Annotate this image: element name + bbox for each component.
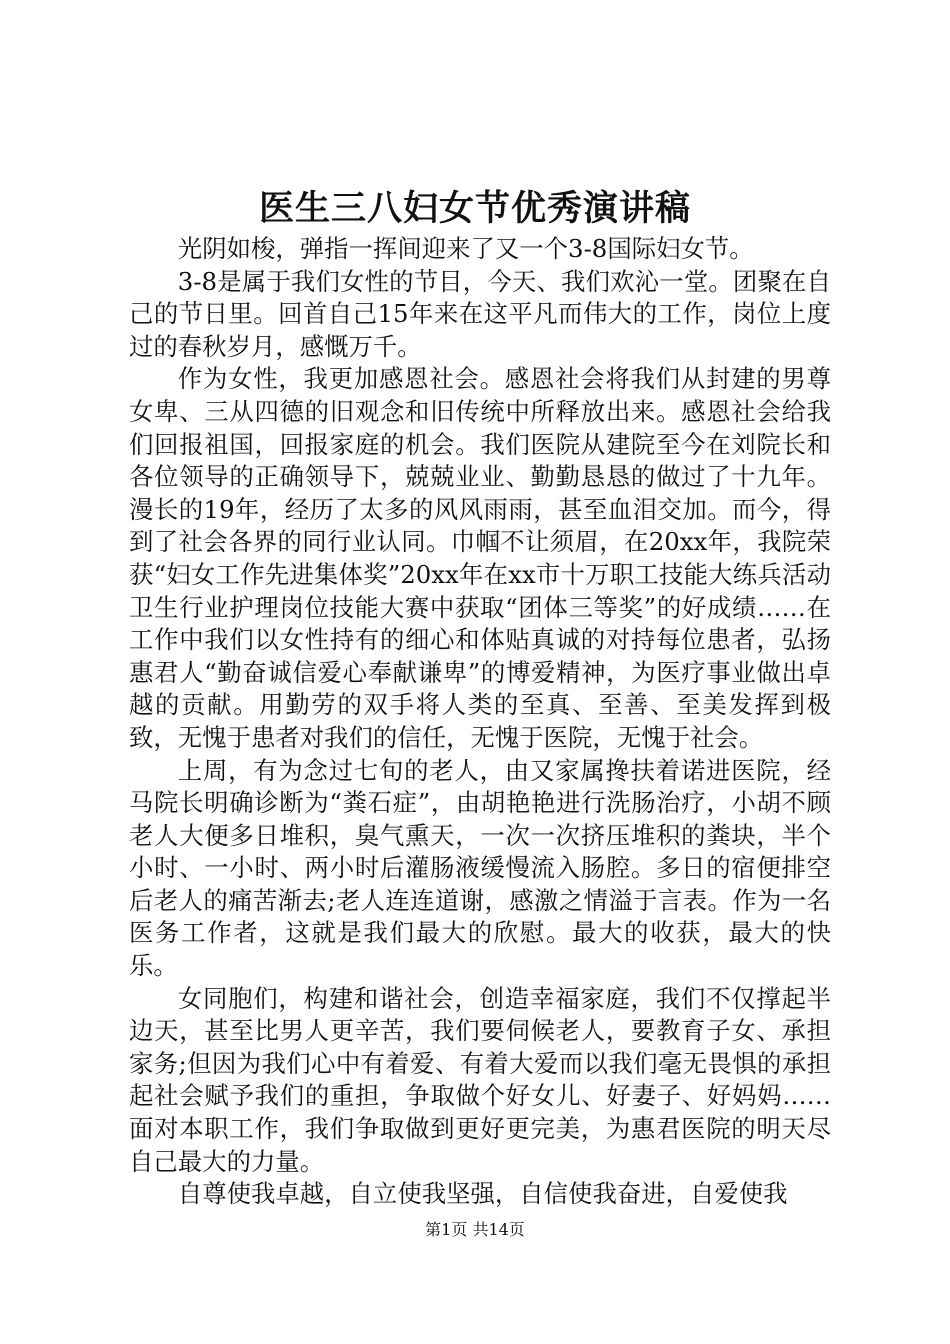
paragraph: 作为女性，我更加感恩社会。感恩社会将我们从封建的男尊女卑、三从四德的旧观念和旧传统中所释放出来。感恩社会给我们回报祖国，回报家庭的机会。我们医院从建院至今在刘院长和各位领导的正确领导下，兢兢业业、勤勤恳恳的做过了十九年。漫长的19年，经历了太多的风风雨雨，甚至血泪交加。而今，得到了社会各界的同行业认同。巾帼不让须眉，在20xx年，我院荣获“妇女工作先进集体奖”20xx年在xx市十万职工技能大练兵活动卫生行业护理岗位技能大赛中获取“团体三等奖”的好成绩……在工作中我们以女性持有的细心和体贴真诚的对持每位患者，弘扬惠君人“勤奋诚信爱心奉献谦卑”的博爱精神，为医疗事业做出卓越的贡献。用勤劳的双手将人类的至真、至善、至美发挥到极致，无愧于患者对我们的信任，无愧于医院，无愧于社会。 [129,364,831,752]
paragraph: 光阴如梭，弹指一挥间迎来了又一个3-8国际妇女节。 [177,234,754,263]
page-number-footer: 第1页 共14页 [425,1220,525,1239]
document-title: 医生三八妇女节优秀演讲稿 [258,188,691,229]
paragraph: 3-8是属于我们女性的节目，今天、我们欢沁一堂。团聚在自己的节日里。回首自己15年来在这平凡而伟大的工作，岗位上度过的春秋岁月，感慨万千。 [129,266,831,361]
paragraph: 上周，有为念过七旬的老人，由又家属搀扶着诺进医院，经马院长明确诊断为“粪石症”，由胡艳艳进行洗肠治疗，小胡不顾老人大便多日堆积，臭气熏天，一次一次挤压堆积的粪块，半个小时、一小时、两小时后灌肠液缓慢流入肠腔。多日的宿便排空后老人的痛苦渐去;老人连连道谢，感激之情溢于言表。作为一名医务工作者，这就是我们最大的欣慰。最大的收获，最大的快乐。 [129,755,831,981]
paragraph: 女同胞们，构建和谐社会，创造幸福家庭，我们不仅撑起半边天，甚至比男人更辛苦，我们要伺候老人，要教育子女、承担家务;但因为我们心中有着爱、有着大爱而以我们毫无畏惧的承担起社会赋予我们的重担，争取做个好女儿、好妻子、好妈妈……面对本职工作，我们争取做到更好更完美，为惠君医院的明天尽自己最大的力量。 [129,983,831,1176]
paragraph: 自尊使我卓越，自立使我坚强，自信使我奋进，自爱使我 [177,1179,788,1209]
document-body [129,233,831,1211]
